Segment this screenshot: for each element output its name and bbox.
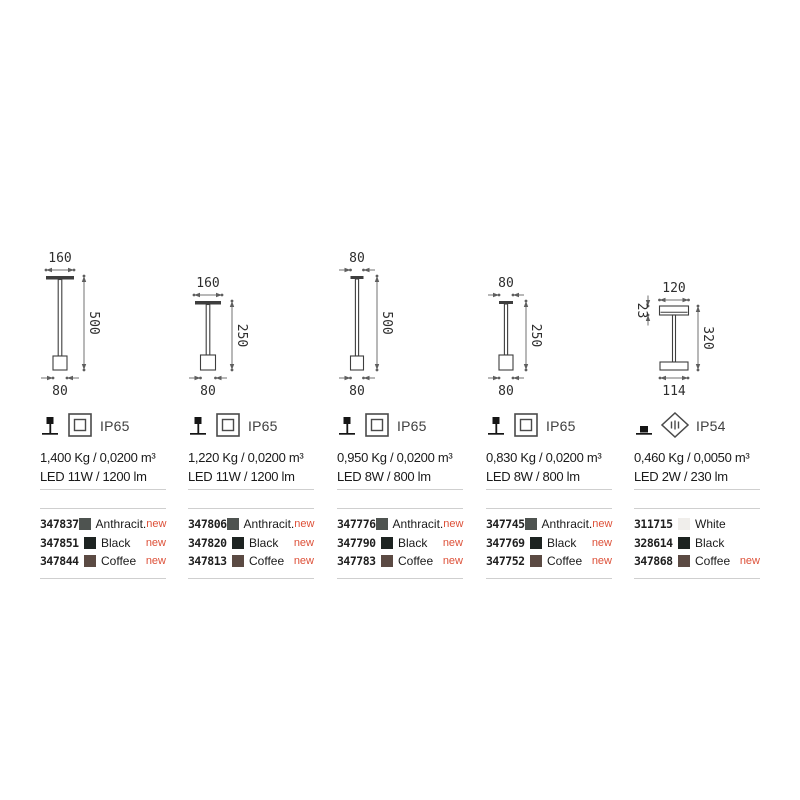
product-code: 347837	[40, 517, 79, 532]
variant-row	[337, 534, 463, 553]
product-code: 347813	[188, 554, 227, 569]
color-swatch	[678, 518, 690, 530]
color-name: Coffee	[695, 554, 731, 569]
dim-top-label: 80	[498, 276, 514, 291]
product-code: 347868	[634, 554, 673, 569]
color-swatch	[381, 555, 393, 567]
dim-height-label: 250	[234, 323, 249, 348]
ip-rating: IP65	[100, 418, 130, 434]
dim-bottom-label: 80	[52, 384, 68, 399]
variant-row	[188, 534, 314, 553]
color-swatch	[530, 555, 542, 567]
dim-bottom-label: 80	[200, 384, 216, 399]
spec-block	[634, 448, 760, 486]
product-code: 347806	[188, 517, 227, 532]
variant-row	[40, 515, 166, 534]
lamp-dimension-drawing	[337, 248, 395, 400]
variant-row	[188, 552, 314, 571]
table-lamp-stem-icon	[188, 414, 208, 438]
separator-line	[188, 578, 314, 579]
badge-row	[337, 408, 463, 438]
separator-line	[40, 489, 166, 490]
color-swatch	[232, 555, 244, 567]
color-name: Coffee	[101, 554, 137, 569]
led-spec: LED 8W / 800 lm	[486, 469, 580, 484]
variant-table	[634, 515, 760, 571]
technical-drawing	[486, 240, 612, 400]
product-code: 347820	[188, 535, 227, 550]
weight-volume-spec: 0,460 Kg / 0,0050 m³	[634, 450, 750, 465]
color-swatch	[530, 537, 542, 549]
product-code: 347790	[337, 535, 376, 550]
badge-row	[634, 408, 760, 438]
separator-line	[337, 578, 463, 579]
dim-head-height-label: 23	[634, 302, 649, 319]
variant-table	[188, 515, 314, 571]
color-swatch	[84, 555, 96, 567]
class-iii-diamond-icon	[661, 412, 689, 438]
product-code: 347745	[486, 517, 525, 532]
lamp-dimension-drawing	[188, 273, 250, 400]
variant-row	[634, 515, 760, 534]
color-name: White	[695, 517, 726, 532]
lamp-dimension-drawing	[40, 248, 102, 400]
color-swatch	[227, 518, 239, 530]
variant-row	[486, 552, 612, 571]
variant-row	[486, 515, 612, 534]
separator-line	[188, 508, 314, 509]
new-badge: new	[146, 518, 167, 531]
new-badge: new	[145, 536, 166, 549]
color-swatch	[678, 537, 690, 549]
ip-rating: IP54	[696, 418, 726, 434]
product-code: 311715	[634, 517, 673, 532]
new-badge: new	[591, 536, 612, 549]
weight-volume-spec: 1,400 Kg / 0,0200 m³	[40, 450, 156, 465]
variant-row	[634, 552, 760, 571]
color-name: Black	[249, 535, 279, 550]
product-code: 347851	[40, 535, 79, 550]
weight-volume-spec: 0,830 Kg / 0,0200 m³	[486, 450, 602, 465]
product-code: 328614	[634, 535, 673, 550]
separator-line	[634, 508, 760, 509]
variant-table	[40, 515, 166, 571]
variant-row	[40, 552, 166, 571]
color-name: Anthracit.	[541, 517, 593, 532]
color-name: Black	[398, 535, 428, 550]
dim-top-label: 160	[196, 276, 220, 291]
color-name: Anthracit.	[243, 517, 295, 532]
product-column-2	[188, 240, 314, 579]
ip-rating: IP65	[248, 418, 278, 434]
technical-drawing	[337, 240, 463, 400]
dim-top-label: 80	[349, 251, 365, 266]
new-badge: new	[293, 536, 314, 549]
weight-volume-spec: 1,220 Kg / 0,0200 m³	[188, 450, 304, 465]
class-ii-double-square-icon	[215, 412, 241, 438]
table-lamp-stem-icon	[40, 414, 60, 438]
dim-height-label: 500	[379, 311, 394, 335]
color-name: Coffee	[398, 554, 434, 569]
color-swatch	[525, 518, 537, 530]
new-badge: new	[293, 555, 314, 568]
led-spec: LED 11W / 1200 lm	[188, 469, 295, 484]
separator-line	[188, 489, 314, 490]
product-code: 347752	[486, 554, 525, 569]
table-lamp-stem-icon	[337, 414, 357, 438]
color-name: Black	[547, 535, 577, 550]
spec-block	[40, 448, 166, 486]
class-ii-double-square-icon	[513, 412, 539, 438]
variant-table	[486, 515, 612, 571]
table-lamp-stem-icon	[486, 414, 506, 438]
variant-row	[634, 534, 760, 553]
color-name: Coffee	[547, 554, 583, 569]
color-swatch	[678, 555, 690, 567]
new-badge: new	[145, 555, 166, 568]
separator-line	[486, 489, 612, 490]
dim-bottom-label: 80	[498, 384, 514, 399]
color-swatch	[84, 537, 96, 549]
separator-line	[40, 578, 166, 579]
color-swatch	[376, 518, 388, 530]
badge-row	[40, 408, 166, 438]
technical-drawing	[188, 240, 314, 400]
new-badge: new	[443, 518, 464, 531]
variant-row	[40, 534, 166, 553]
table-lamp-flat-icon	[634, 414, 654, 438]
new-badge: new	[592, 518, 613, 531]
dim-top-label: 160	[48, 251, 72, 266]
dim-top-label: 120	[662, 281, 686, 296]
separator-line	[634, 489, 760, 490]
variant-row	[486, 534, 612, 553]
separator-line	[486, 578, 612, 579]
technical-drawing	[634, 240, 760, 400]
dim-bottom-label: 80	[349, 384, 365, 399]
spec-block	[337, 448, 463, 486]
product-column-1	[40, 240, 166, 579]
product-column-3	[337, 240, 463, 579]
weight-volume-spec: 0,950 Kg / 0,0200 m³	[337, 450, 453, 465]
product-code: 347844	[40, 554, 79, 569]
badge-row	[486, 408, 612, 438]
separator-line	[337, 508, 463, 509]
lamp-dimension-drawing	[632, 278, 716, 400]
color-name: Anthracit.	[95, 517, 147, 532]
product-code: 347783	[337, 554, 376, 569]
dim-height-label: 320	[700, 326, 715, 350]
led-spec: LED 11W / 1200 lm	[40, 469, 147, 484]
variant-row	[188, 515, 314, 534]
led-spec: LED 8W / 800 lm	[337, 469, 431, 484]
spec-block	[486, 448, 612, 486]
variant-row	[337, 552, 463, 571]
new-badge: new	[294, 518, 315, 531]
variant-row	[337, 515, 463, 534]
separator-line	[634, 578, 760, 579]
color-swatch	[79, 518, 91, 530]
dim-height-label: 250	[528, 323, 543, 348]
product-code: 347769	[486, 535, 525, 550]
class-ii-double-square-icon	[67, 412, 93, 438]
lamp-dimension-drawing	[486, 273, 544, 400]
color-name: Black	[695, 535, 725, 550]
ip-rating: IP65	[546, 418, 576, 434]
new-badge: new	[739, 555, 760, 568]
badge-row	[188, 408, 314, 438]
separator-line	[40, 508, 166, 509]
variant-table	[337, 515, 463, 571]
ip-rating: IP65	[397, 418, 427, 434]
led-spec: LED 2W / 230 lm	[634, 469, 728, 484]
new-badge: new	[591, 555, 612, 568]
separator-line	[486, 508, 612, 509]
separator-line	[337, 489, 463, 490]
new-badge: new	[442, 555, 463, 568]
technical-drawing	[40, 240, 166, 400]
product-column-5	[634, 240, 760, 579]
product-code: 347776	[337, 517, 376, 532]
dim-bottom-label: 114	[662, 384, 686, 399]
dim-height-label: 500	[86, 311, 101, 335]
color-swatch	[381, 537, 393, 549]
color-name: Coffee	[249, 554, 285, 569]
product-column-4	[486, 240, 612, 579]
color-name: Black	[101, 535, 131, 550]
new-badge: new	[442, 536, 463, 549]
spec-block	[188, 448, 314, 486]
class-ii-double-square-icon	[364, 412, 390, 438]
color-name: Anthracit.	[392, 517, 444, 532]
color-swatch	[232, 537, 244, 549]
